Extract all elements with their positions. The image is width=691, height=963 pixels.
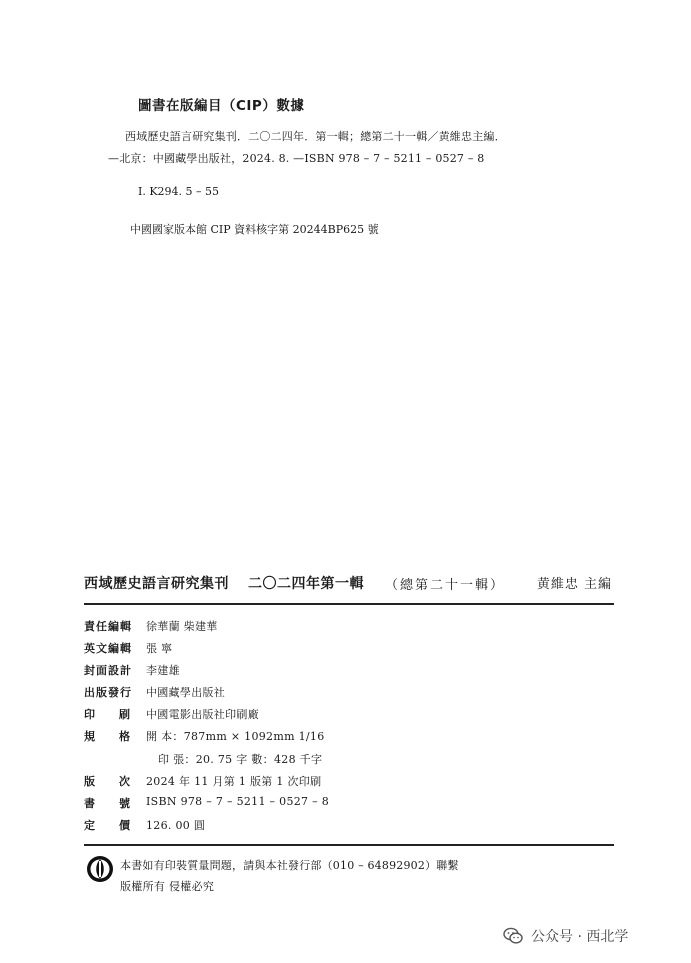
cip-classification: Ⅰ. K294. 5 – 55 <box>138 185 220 198</box>
colophon-label: 英文編輯 <box>84 642 132 655</box>
colophon-label-char: 價 <box>119 819 130 832</box>
book-title: 西域歷史語言研究集刊 <box>84 576 229 592</box>
quality-notice: 本書如有印裝質量問題，請與本社發行部（010 – 64892902）聯繫 <box>120 859 459 872</box>
colophon-value: 開 本：787mm × 1092mm 1/16 <box>146 730 325 743</box>
colophon-label-char: 版 <box>84 775 95 788</box>
colophon-label: 責任編輯 <box>84 620 132 633</box>
colophon-label-char: 規 <box>84 730 95 743</box>
colophon-label: 出版發行 <box>84 686 132 699</box>
footer-divider <box>84 844 614 846</box>
colophon-value: 李建雄 <box>146 664 180 677</box>
colophon-label-spaced <box>84 773 130 789</box>
cip-record-number: 中國國家版本館 CIP 資料核字第 20244BP625 號 <box>130 223 379 236</box>
colophon-label-char: 格 <box>119 730 130 743</box>
wechat-watermark <box>503 926 628 946</box>
book-editor: 黄維忠 主編 <box>536 577 612 592</box>
colophon-value: 張 寧 <box>146 642 173 655</box>
book-issue: 二〇二四年第一輯 <box>248 576 364 592</box>
colophon-value: 徐華蘭 柴建華 <box>146 620 218 633</box>
colophon-label-char: 書 <box>84 797 95 810</box>
cip-title: 圖書在版編目（CIP）數據 <box>138 98 305 114</box>
header-divider <box>84 603 614 605</box>
copyright-notice: 版權所有 侵權必究 <box>120 880 215 893</box>
publisher-logo-icon <box>86 855 114 883</box>
watermark-text: 公众号 · 西北学 <box>531 929 629 945</box>
colophon-value: ISBN 978 – 7 – 5211 – 0527 – 8 <box>146 795 330 808</box>
book-total-issue: （總第二十一輯） <box>385 578 506 593</box>
colophon-label-char: 定 <box>84 819 95 832</box>
colophon-value: 126. 00 圓 <box>146 819 206 832</box>
colophon-label-spaced <box>84 728 130 744</box>
colophon-value: 2024 年 11 月第 1 版第 1 次印刷 <box>146 775 322 788</box>
wechat-icon <box>503 927 523 945</box>
colophon-label-char: 印 <box>84 708 95 721</box>
cip-publication-line: —北京：中國藏學出版社，2024. 8. —ISBN 978 – 7 – 5211 – 0527 – 8 <box>108 152 485 165</box>
colophon-label-spaced <box>84 795 130 811</box>
colophon-label-char: 號 <box>119 797 130 810</box>
cip-bibliographic-line: 西域歷史語言研究集刊．二〇二四年．第一輯；總第二十一輯／黄維忠主編． <box>125 130 506 143</box>
colophon-value: 中國電影出版社印刷廠 <box>146 708 259 721</box>
colophon-value: 中國藏學出版社 <box>146 686 226 699</box>
colophon-value: 印 張：20. 75 字 數：428 千字 <box>158 753 323 766</box>
book-header <box>84 573 614 595</box>
colophon-label: 封面設計 <box>84 664 132 677</box>
colophon-label-char: 刷 <box>119 708 130 721</box>
colophon-label-spaced <box>84 706 130 722</box>
colophon-label-spaced <box>84 817 130 833</box>
colophon-label-char: 次 <box>119 775 130 788</box>
